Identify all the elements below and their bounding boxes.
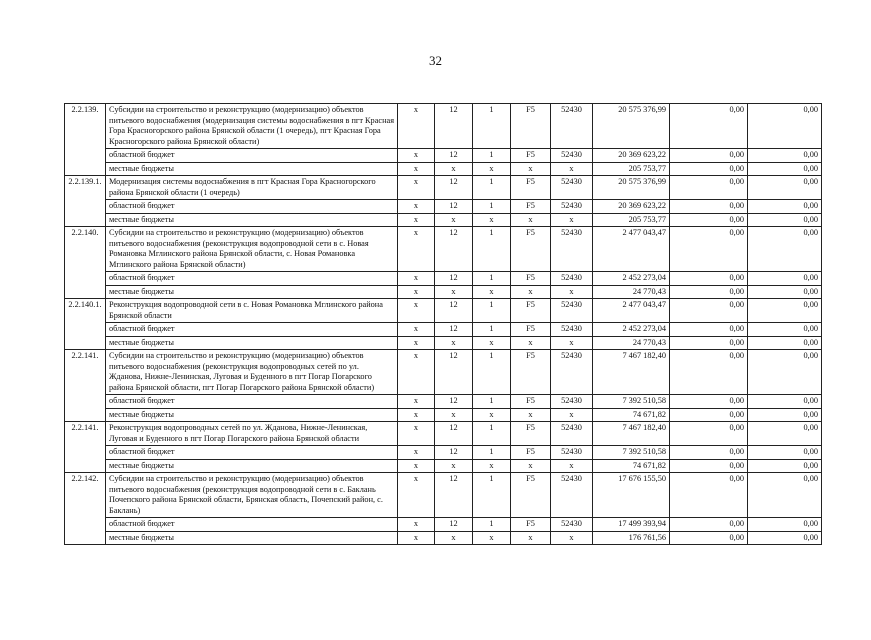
code-cell: х: [398, 227, 435, 272]
amount-cell: 0,00: [670, 272, 748, 286]
row-description: Реконструкция водопроводных сетей по ул. Жданова, Нижне-Ленинская, Луговая и Буденного в пгт Погар Погарского района Брянской области: [106, 422, 398, 446]
row-description: областной бюджет: [106, 200, 398, 214]
table-subrow: [65, 531, 822, 545]
code-cell: 52430: [551, 299, 593, 323]
table-subrow: [65, 395, 822, 409]
code-cell: 12: [435, 323, 473, 337]
code-cell: F5: [511, 446, 551, 460]
code-cell: х: [398, 299, 435, 323]
amount-cell: 2 477 043,47: [593, 227, 670, 272]
code-cell: F5: [511, 422, 551, 446]
row-description: Субсидии на строительство и реконструкцию (модернизацию) объектов питьевого водоснабжения (реконструкция водопроводных сетей по ул. Жданова, Нижне-Ленинская, Луговая и Буденного в пгт Погар Погарского района Брянской области, пгт Погар Погарского района Брянской области): [106, 350, 398, 395]
amount-cell: 0,00: [748, 336, 822, 350]
code-cell: 1: [473, 104, 511, 149]
amount-cell: 176 761,56: [593, 531, 670, 545]
amount-cell: 0,00: [670, 422, 748, 446]
code-cell: х: [398, 149, 435, 163]
amount-cell: 24 770,43: [593, 336, 670, 350]
code-cell: х: [511, 531, 551, 545]
table-subrow: [65, 285, 822, 299]
amount-cell: 7 392 510,58: [593, 446, 670, 460]
row-number: 2.2.140.: [65, 227, 106, 299]
code-cell: х: [551, 531, 593, 545]
code-cell: 12: [435, 518, 473, 532]
amount-cell: 0,00: [670, 336, 748, 350]
code-cell: 52430: [551, 200, 593, 214]
amount-cell: 0,00: [748, 200, 822, 214]
amount-cell: 74 671,82: [593, 408, 670, 422]
amount-cell: 20 369 623,22: [593, 149, 670, 163]
code-cell: 1: [473, 176, 511, 200]
amount-cell: 0,00: [748, 299, 822, 323]
amount-cell: 0,00: [670, 408, 748, 422]
table-subrow: [65, 323, 822, 337]
amount-cell: 0,00: [670, 531, 748, 545]
row-number: 2.2.141.: [65, 350, 106, 422]
code-cell: х: [398, 272, 435, 286]
code-cell: 1: [473, 518, 511, 532]
row-description: Модернизация системы водоснабжения в пгт Красная Гора Красногорского района Брянской области (1 очередь): [106, 176, 398, 200]
code-cell: 1: [473, 227, 511, 272]
amount-cell: 0,00: [748, 227, 822, 272]
code-cell: 52430: [551, 272, 593, 286]
amount-cell: 0,00: [670, 104, 748, 149]
amount-cell: 0,00: [748, 473, 822, 518]
code-cell: х: [551, 285, 593, 299]
table-row: [65, 350, 822, 395]
code-cell: F5: [511, 350, 551, 395]
code-cell: 52430: [551, 518, 593, 532]
amount-cell: 74 671,82: [593, 459, 670, 473]
table-body: [65, 104, 822, 545]
code-cell: 1: [473, 149, 511, 163]
amount-cell: 2 452 273,04: [593, 323, 670, 337]
code-cell: х: [473, 285, 511, 299]
code-cell: 12: [435, 272, 473, 286]
code-cell: х: [511, 336, 551, 350]
amount-cell: 0,00: [748, 408, 822, 422]
code-cell: х: [551, 459, 593, 473]
amount-cell: 0,00: [748, 422, 822, 446]
table-row: [65, 299, 822, 323]
code-cell: 52430: [551, 227, 593, 272]
amount-cell: 0,00: [748, 213, 822, 227]
code-cell: 12: [435, 227, 473, 272]
code-cell: 1: [473, 473, 511, 518]
code-cell: х: [398, 446, 435, 460]
amount-cell: 0,00: [670, 518, 748, 532]
code-cell: 1: [473, 350, 511, 395]
code-cell: 12: [435, 395, 473, 409]
row-description: местные бюджеты: [106, 213, 398, 227]
code-cell: х: [398, 104, 435, 149]
table-subrow: [65, 408, 822, 422]
code-cell: 12: [435, 422, 473, 446]
code-cell: F5: [511, 200, 551, 214]
amount-cell: 7 467 182,40: [593, 350, 670, 395]
code-cell: 1: [473, 299, 511, 323]
amount-cell: 20 575 376,99: [593, 176, 670, 200]
page-number: 32: [429, 53, 442, 68]
row-description: областной бюджет: [106, 323, 398, 337]
amount-cell: 2 477 043,47: [593, 299, 670, 323]
code-cell: х: [435, 336, 473, 350]
code-cell: х: [511, 459, 551, 473]
table-subrow: [65, 459, 822, 473]
table-subrow: [65, 213, 822, 227]
code-cell: х: [435, 459, 473, 473]
code-cell: х: [551, 213, 593, 227]
code-cell: х: [398, 518, 435, 532]
table-subrow: [65, 446, 822, 460]
amount-cell: 0,00: [670, 213, 748, 227]
code-cell: 52430: [551, 104, 593, 149]
row-description: местные бюджеты: [106, 408, 398, 422]
code-cell: 1: [473, 200, 511, 214]
code-cell: х: [511, 285, 551, 299]
table-row: [65, 422, 822, 446]
row-description: местные бюджеты: [106, 162, 398, 176]
amount-cell: 0,00: [670, 176, 748, 200]
code-cell: 52430: [551, 422, 593, 446]
code-cell: 12: [435, 299, 473, 323]
row-description: местные бюджеты: [106, 459, 398, 473]
code-cell: х: [398, 162, 435, 176]
amount-cell: 0,00: [670, 395, 748, 409]
code-cell: 52430: [551, 350, 593, 395]
table-row: [65, 227, 822, 272]
amount-cell: 0,00: [748, 395, 822, 409]
code-cell: 12: [435, 200, 473, 214]
code-cell: х: [473, 213, 511, 227]
code-cell: 12: [435, 446, 473, 460]
table-row: [65, 473, 822, 518]
code-cell: х: [435, 162, 473, 176]
code-cell: 52430: [551, 446, 593, 460]
amount-cell: 0,00: [670, 299, 748, 323]
row-description: областной бюджет: [106, 518, 398, 532]
code-cell: х: [551, 162, 593, 176]
code-cell: х: [398, 336, 435, 350]
amount-cell: 0,00: [748, 285, 822, 299]
code-cell: F5: [511, 176, 551, 200]
code-cell: F5: [511, 395, 551, 409]
code-cell: х: [398, 213, 435, 227]
row-description: областной бюджет: [106, 149, 398, 163]
code-cell: 1: [473, 323, 511, 337]
amount-cell: 205 753,77: [593, 162, 670, 176]
amount-cell: 0,00: [670, 162, 748, 176]
code-cell: F5: [511, 473, 551, 518]
code-cell: 52430: [551, 176, 593, 200]
code-cell: х: [473, 162, 511, 176]
amount-cell: 20 369 623,22: [593, 200, 670, 214]
table-row: [65, 176, 822, 200]
table-row: [65, 104, 822, 149]
code-cell: 12: [435, 104, 473, 149]
amount-cell: 0,00: [670, 149, 748, 163]
code-cell: 12: [435, 176, 473, 200]
row-description: Субсидии на строительство и реконструкцию (модернизацию) объектов питьевого водоснабжения (реконструкция водопроводной сети в с. Баклань Почепского района Брянской области, Брянская область, Почепский район, с. Баклань): [106, 473, 398, 518]
amount-cell: 0,00: [748, 149, 822, 163]
amount-cell: 0,00: [748, 531, 822, 545]
code-cell: х: [551, 408, 593, 422]
code-cell: х: [398, 531, 435, 545]
table-subrow: [65, 200, 822, 214]
code-cell: х: [398, 323, 435, 337]
amount-cell: 17 499 393,94: [593, 518, 670, 532]
row-description: Субсидии на строительство и реконструкцию (модернизацию) объектов питьевого водоснабжения (реконструкция водопроводной сети в с. Новая Романовка Мглинского района Брянской области, с. Новая Романовка Мглинского района Брянской области): [106, 227, 398, 272]
amount-cell: 0,00: [748, 162, 822, 176]
amount-cell: 0,00: [748, 350, 822, 395]
table-subrow: [65, 149, 822, 163]
row-number: 2.2.139.1.: [65, 176, 106, 227]
amount-cell: 0,00: [748, 176, 822, 200]
code-cell: х: [511, 162, 551, 176]
table-subrow: [65, 336, 822, 350]
row-description: Реконструкция водопроводной сети в с. Новая Романовка Мглинского района Брянской области: [106, 299, 398, 323]
amount-cell: 0,00: [748, 518, 822, 532]
code-cell: х: [435, 408, 473, 422]
code-cell: 52430: [551, 473, 593, 518]
code-cell: х: [473, 408, 511, 422]
amount-cell: 7 467 182,40: [593, 422, 670, 446]
row-number: 2.2.142.: [65, 473, 106, 545]
row-description: областной бюджет: [106, 272, 398, 286]
row-number: 2.2.141.: [65, 422, 106, 473]
code-cell: 12: [435, 473, 473, 518]
row-description: местные бюджеты: [106, 285, 398, 299]
code-cell: 1: [473, 272, 511, 286]
code-cell: х: [511, 213, 551, 227]
amount-cell: 205 753,77: [593, 213, 670, 227]
code-cell: х: [398, 285, 435, 299]
amount-cell: 20 575 376,99: [593, 104, 670, 149]
amount-cell: 0,00: [670, 459, 748, 473]
code-cell: х: [398, 350, 435, 395]
table-subrow: [65, 518, 822, 532]
row-description: местные бюджеты: [106, 336, 398, 350]
code-cell: F5: [511, 104, 551, 149]
code-cell: х: [398, 459, 435, 473]
amount-cell: 2 452 273,04: [593, 272, 670, 286]
row-description: местные бюджеты: [106, 531, 398, 545]
code-cell: 52430: [551, 323, 593, 337]
code-cell: х: [551, 336, 593, 350]
code-cell: F5: [511, 272, 551, 286]
amount-cell: 0,00: [748, 446, 822, 460]
code-cell: 1: [473, 395, 511, 409]
code-cell: F5: [511, 323, 551, 337]
amount-cell: 0,00: [670, 200, 748, 214]
amount-cell: 7 392 510,58: [593, 395, 670, 409]
amount-cell: 0,00: [670, 446, 748, 460]
row-description: областной бюджет: [106, 446, 398, 460]
code-cell: х: [435, 285, 473, 299]
amount-cell: 0,00: [748, 104, 822, 149]
code-cell: 12: [435, 350, 473, 395]
code-cell: х: [511, 408, 551, 422]
code-cell: х: [398, 200, 435, 214]
code-cell: F5: [511, 518, 551, 532]
row-number: 2.2.140.1.: [65, 299, 106, 350]
code-cell: х: [435, 213, 473, 227]
amount-cell: 0,00: [748, 323, 822, 337]
code-cell: 1: [473, 446, 511, 460]
code-cell: х: [473, 531, 511, 545]
code-cell: х: [435, 531, 473, 545]
budget-table: [64, 103, 822, 545]
row-number: 2.2.139.: [65, 104, 106, 176]
code-cell: х: [398, 408, 435, 422]
code-cell: F5: [511, 299, 551, 323]
code-cell: х: [398, 395, 435, 409]
table-subrow: [65, 162, 822, 176]
amount-cell: 24 770,43: [593, 285, 670, 299]
code-cell: 1: [473, 422, 511, 446]
code-cell: F5: [511, 227, 551, 272]
code-cell: 52430: [551, 149, 593, 163]
code-cell: 52430: [551, 395, 593, 409]
row-description: областной бюджет: [106, 395, 398, 409]
amount-cell: 0,00: [670, 323, 748, 337]
amount-cell: 0,00: [748, 459, 822, 473]
amount-cell: 0,00: [670, 227, 748, 272]
code-cell: х: [398, 473, 435, 518]
amount-cell: 0,00: [670, 285, 748, 299]
code-cell: х: [398, 176, 435, 200]
amount-cell: 0,00: [670, 350, 748, 395]
code-cell: х: [473, 336, 511, 350]
code-cell: х: [473, 459, 511, 473]
code-cell: х: [398, 422, 435, 446]
code-cell: F5: [511, 149, 551, 163]
table-subrow: [65, 272, 822, 286]
amount-cell: 0,00: [670, 473, 748, 518]
amount-cell: 17 676 155,50: [593, 473, 670, 518]
code-cell: 12: [435, 149, 473, 163]
row-description: Субсидии на строительство и реконструкцию (модернизацию) объектов питьевого водоснабжения (модернизация системы водоснабжения в пгт Красная Гора Красногорского района Брянской области (1 очередь), пгт Красная Гора Красногорского района Брянской области): [106, 104, 398, 149]
amount-cell: 0,00: [748, 272, 822, 286]
